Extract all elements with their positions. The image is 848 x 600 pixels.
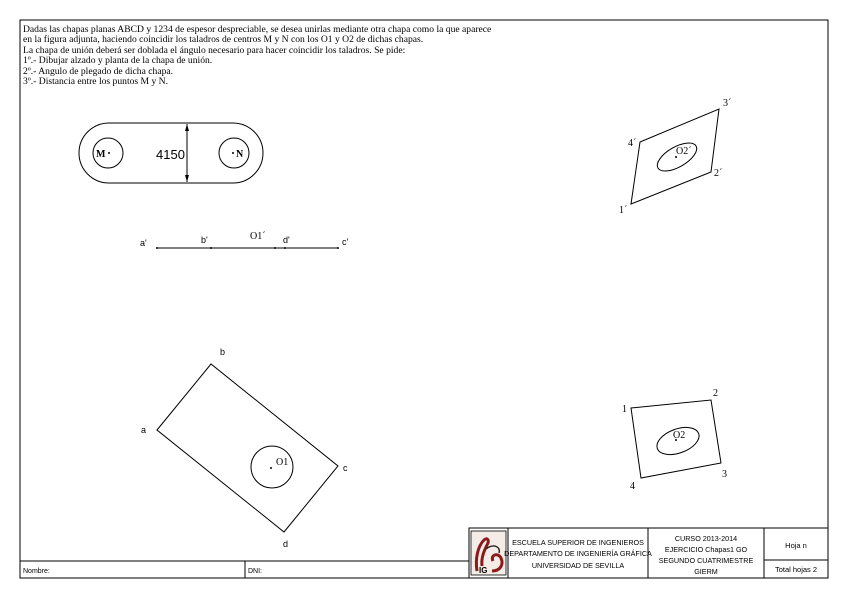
hole-o2: [653, 422, 703, 460]
point-c-prime: [337, 247, 339, 249]
label-n: N: [236, 149, 244, 160]
rectangle-abcd: [157, 364, 338, 532]
parallelogram-1234-prime: [631, 109, 719, 204]
label-3-prime: 3´: [723, 98, 732, 109]
label-4-prime: 4´: [628, 138, 637, 149]
exercise-label: EJERCICIO Chapas1 GO: [664, 545, 748, 554]
label-3: 3: [722, 469, 727, 480]
degree-label: GIERM: [694, 567, 718, 576]
term-label: SEGUNDO CUATRIMESTRE: [658, 556, 754, 565]
plan-1234: [622, 388, 727, 492]
name-label: Nombre:: [23, 568, 50, 575]
center-o1: [270, 467, 272, 469]
ig-logo-icon: [471, 531, 506, 575]
center-n: [232, 152, 234, 154]
joining-plate: [79, 123, 263, 183]
department-name: DEPARTAMENTO DE INGENIERÍA GRÁFICA: [504, 549, 652, 558]
label-a: a: [141, 425, 147, 435]
label-4: 4: [630, 481, 635, 492]
elevation-abcd: [140, 231, 349, 249]
elevation-1234: [619, 98, 731, 216]
course-label: CURSO 2013-2014: [674, 534, 738, 543]
sheet-border: [20, 20, 828, 578]
label-d: d: [283, 539, 289, 549]
point-o1-prime: [274, 247, 276, 249]
label-o2-prime: O2´: [676, 146, 692, 157]
label-o2: O2: [673, 430, 686, 441]
label-1-prime: 1´: [619, 205, 628, 216]
school-name: ESCUELA SUPERIOR DE INGENIEROS: [512, 538, 644, 547]
title-block: [20, 528, 828, 578]
statement-line: 2º.- Angulo de plegado de dicha chapa.: [23, 65, 174, 77]
point-b-prime: [210, 247, 212, 249]
problem-statement: [23, 25, 583, 87]
label-c: c: [343, 463, 348, 473]
statement-line: en la figura adjunta, haciendo coincidir los taladros de centros M y N con los O1 y O2 de dichas chapas.: [23, 34, 424, 46]
label-c-prime: c': [342, 237, 349, 247]
center-m: [108, 152, 110, 154]
label-a-prime: a': [140, 238, 147, 248]
statement-line: 1º.- Dibujar alzado y planta de la chapa de unión.: [23, 55, 213, 67]
statement-line: La chapa de unión deberá ser doblada el ángulo necesario para hacer coincidir los taladros. Se pide:: [23, 44, 406, 56]
point-a-prime: [156, 247, 158, 249]
label-b-prime: b': [201, 235, 208, 245]
svg-text:IG: IG: [479, 566, 488, 575]
label-o1: O1: [276, 457, 289, 468]
label-2: 2: [713, 388, 718, 399]
label-1: 1: [622, 404, 627, 415]
plan-abcd: [141, 347, 348, 549]
label-2-prime: 2´: [714, 168, 723, 179]
label-b: b: [220, 347, 226, 357]
label-d-prime: d': [283, 235, 290, 245]
total-sheets: Total hojas 2: [774, 565, 818, 574]
dni-label: DNI:: [248, 568, 262, 575]
dimension-value: 4150: [156, 147, 185, 162]
point-d-prime: [284, 247, 286, 249]
dimension-arrow-top: [185, 124, 189, 131]
statement-line: 3º.- Distancia entre los puntos M y N.: [23, 76, 168, 88]
label-o1-prime: O1´: [250, 231, 266, 242]
label-m: M: [96, 149, 106, 160]
dimension-arrow-bottom: [185, 175, 189, 182]
university-name: UNIVERSIDAD DE SEVILLA: [531, 561, 625, 570]
sheet-number: Hoja n: [785, 541, 807, 550]
statement-line: Dadas las chapas planas ABCD y 1234 de espesor despreciable, se desea unirlas mediante otra chapa como la que aparece: [23, 24, 492, 35]
